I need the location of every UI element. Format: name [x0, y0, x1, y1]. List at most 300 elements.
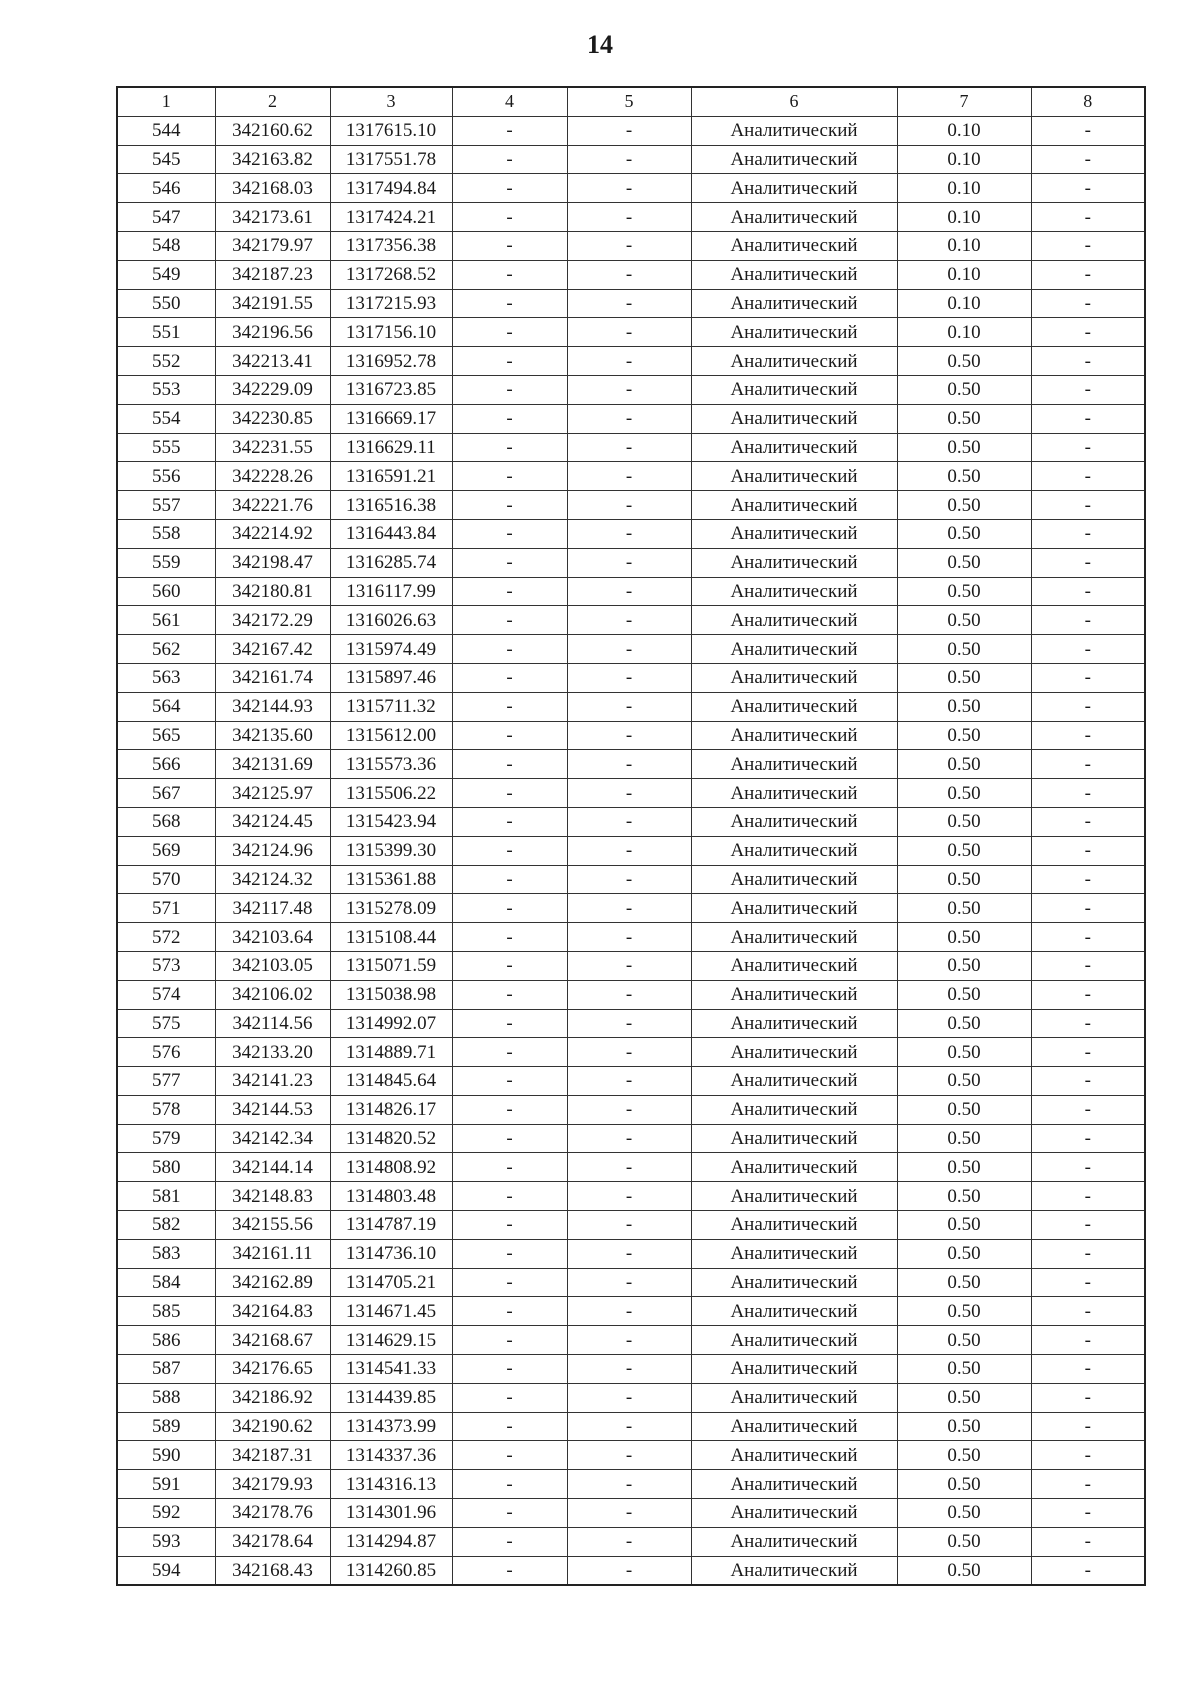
column-header-3: 3 [330, 87, 452, 116]
cell-col-8: - [1031, 606, 1145, 635]
cell-coord-y: 1314803.48 [330, 1182, 452, 1211]
cell-point-number: 584 [117, 1268, 215, 1297]
cell-point-number: 548 [117, 231, 215, 260]
column-header-6: 6 [691, 87, 897, 116]
cell-coord-x: 342198.47 [215, 548, 330, 577]
cell-coord-y: 1317215.93 [330, 289, 452, 318]
cell-point-number: 593 [117, 1527, 215, 1556]
cell-coord-y: 1315612.00 [330, 721, 452, 750]
cell-col-5: - [567, 1527, 691, 1556]
cell-point-number: 556 [117, 462, 215, 491]
cell-accuracy: 0.50 [897, 1268, 1031, 1297]
cell-accuracy: 0.50 [897, 1470, 1031, 1499]
cell-col-8: - [1031, 865, 1145, 894]
cell-method: Аналитический [691, 519, 897, 548]
cell-col-8: - [1031, 951, 1145, 980]
cell-coord-x: 342178.76 [215, 1499, 330, 1528]
cell-coord-x: 342160.62 [215, 116, 330, 145]
table-row [117, 1383, 1145, 1412]
cell-col-4: - [452, 1239, 567, 1268]
cell-accuracy: 0.50 [897, 1239, 1031, 1268]
table-row [117, 433, 1145, 462]
cell-method: Аналитический [691, 347, 897, 376]
cell-coord-y: 1315573.36 [330, 750, 452, 779]
cell-accuracy: 0.50 [897, 1326, 1031, 1355]
table-row [117, 491, 1145, 520]
table-row [117, 203, 1145, 232]
cell-coord-x: 342172.29 [215, 606, 330, 635]
cell-accuracy: 0.50 [897, 750, 1031, 779]
table-body [117, 116, 1145, 1585]
cell-col-5: - [567, 1326, 691, 1355]
cell-coord-y: 1315399.30 [330, 836, 452, 865]
cell-point-number: 545 [117, 145, 215, 174]
cell-point-number: 564 [117, 692, 215, 721]
table-row [117, 145, 1145, 174]
cell-coord-x: 342168.03 [215, 174, 330, 203]
table-row [117, 289, 1145, 318]
cell-coord-x: 342144.53 [215, 1095, 330, 1124]
cell-method: Аналитический [691, 174, 897, 203]
cell-col-4: - [452, 692, 567, 721]
cell-col-8: - [1031, 1441, 1145, 1470]
cell-col-4: - [452, 894, 567, 923]
cell-coord-x: 342214.92 [215, 519, 330, 548]
cell-coord-x: 342124.96 [215, 836, 330, 865]
cell-coord-x: 342103.64 [215, 923, 330, 952]
cell-col-4: - [452, 1470, 567, 1499]
cell-coord-y: 1316026.63 [330, 606, 452, 635]
cell-accuracy: 0.50 [897, 779, 1031, 808]
cell-accuracy: 0.50 [897, 1297, 1031, 1326]
cell-point-number: 572 [117, 923, 215, 952]
cell-method: Аналитический [691, 1412, 897, 1441]
cell-col-5: - [567, 404, 691, 433]
cell-col-5: - [567, 548, 691, 577]
cell-col-5: - [567, 1355, 691, 1384]
cell-accuracy: 0.50 [897, 1124, 1031, 1153]
cell-col-4: - [452, 491, 567, 520]
table-row [117, 347, 1145, 376]
cell-col-8: - [1031, 462, 1145, 491]
cell-col-5: - [567, 1268, 691, 1297]
cell-col-4: - [452, 1355, 567, 1384]
table-header [117, 87, 1145, 116]
cell-col-4: - [452, 116, 567, 145]
cell-method: Аналитический [691, 318, 897, 347]
cell-coord-x: 342213.41 [215, 347, 330, 376]
cell-coord-x: 342187.31 [215, 1441, 330, 1470]
table-row [117, 1038, 1145, 1067]
cell-accuracy: 0.50 [897, 404, 1031, 433]
cell-col-8: - [1031, 289, 1145, 318]
cell-coord-y: 1314439.85 [330, 1383, 452, 1412]
cell-accuracy: 0.50 [897, 1527, 1031, 1556]
cell-col-8: - [1031, 548, 1145, 577]
cell-coord-x: 342133.20 [215, 1038, 330, 1067]
cell-point-number: 590 [117, 1441, 215, 1470]
column-header-1: 1 [117, 87, 215, 116]
cell-col-4: - [452, 1297, 567, 1326]
cell-col-5: - [567, 231, 691, 260]
cell-col-8: - [1031, 491, 1145, 520]
cell-coord-x: 342161.11 [215, 1239, 330, 1268]
cell-col-8: - [1031, 1527, 1145, 1556]
cell-accuracy: 0.50 [897, 1038, 1031, 1067]
cell-method: Аналитический [691, 1211, 897, 1240]
cell-col-4: - [452, 1268, 567, 1297]
cell-method: Аналитический [691, 606, 897, 635]
cell-coord-y: 1316443.84 [330, 519, 452, 548]
cell-col-4: - [452, 519, 567, 548]
cell-coord-x: 342190.62 [215, 1412, 330, 1441]
table-row [117, 404, 1145, 433]
cell-col-4: - [452, 721, 567, 750]
cell-coord-y: 1314671.45 [330, 1297, 452, 1326]
cell-accuracy: 0.50 [897, 1383, 1031, 1412]
cell-coord-y: 1314820.52 [330, 1124, 452, 1153]
cell-accuracy: 0.50 [897, 692, 1031, 721]
cell-accuracy: 0.10 [897, 260, 1031, 289]
cell-col-4: - [452, 174, 567, 203]
cell-method: Аналитический [691, 1182, 897, 1211]
cell-accuracy: 0.50 [897, 347, 1031, 376]
cell-col-8: - [1031, 1326, 1145, 1355]
table-row [117, 692, 1145, 721]
cell-col-5: - [567, 1297, 691, 1326]
cell-col-8: - [1031, 635, 1145, 664]
cell-accuracy: 0.50 [897, 980, 1031, 1009]
cell-col-8: - [1031, 894, 1145, 923]
cell-accuracy: 0.50 [897, 548, 1031, 577]
cell-coord-x: 342186.92 [215, 1383, 330, 1412]
cell-point-number: 580 [117, 1153, 215, 1182]
cell-point-number: 588 [117, 1383, 215, 1412]
cell-coord-x: 342144.93 [215, 692, 330, 721]
cell-col-5: - [567, 491, 691, 520]
cell-method: Аналитический [691, 548, 897, 577]
cell-col-4: - [452, 865, 567, 894]
cell-method: Аналитический [691, 980, 897, 1009]
cell-col-5: - [567, 1412, 691, 1441]
cell-col-5: - [567, 260, 691, 289]
cell-point-number: 573 [117, 951, 215, 980]
cell-coord-y: 1314541.33 [330, 1355, 452, 1384]
cell-method: Аналитический [691, 1239, 897, 1268]
table-row [117, 577, 1145, 606]
cell-col-5: - [567, 174, 691, 203]
cell-col-4: - [452, 1153, 567, 1182]
cell-method: Аналитический [691, 462, 897, 491]
cell-coord-x: 342179.97 [215, 231, 330, 260]
cell-col-4: - [452, 145, 567, 174]
cell-col-4: - [452, 260, 567, 289]
cell-method: Аналитический [691, 231, 897, 260]
cell-col-4: - [452, 1441, 567, 1470]
cell-method: Аналитический [691, 1009, 897, 1038]
column-header-5: 5 [567, 87, 691, 116]
table-row [117, 865, 1145, 894]
cell-point-number: 574 [117, 980, 215, 1009]
cell-coord-x: 342125.97 [215, 779, 330, 808]
cell-col-8: - [1031, 1153, 1145, 1182]
cell-col-8: - [1031, 519, 1145, 548]
cell-point-number: 586 [117, 1326, 215, 1355]
cell-col-8: - [1031, 174, 1145, 203]
cell-coord-y: 1314705.21 [330, 1268, 452, 1297]
cell-point-number: 558 [117, 519, 215, 548]
cell-coord-x: 342221.76 [215, 491, 330, 520]
cell-col-8: - [1031, 923, 1145, 952]
cell-accuracy: 0.50 [897, 1095, 1031, 1124]
cell-coord-y: 1314316.13 [330, 1470, 452, 1499]
cell-coord-y: 1314826.17 [330, 1095, 452, 1124]
cell-coord-y: 1317494.84 [330, 174, 452, 203]
cell-coord-x: 342191.55 [215, 289, 330, 318]
table-row [117, 375, 1145, 404]
cell-accuracy: 0.50 [897, 1067, 1031, 1096]
cell-point-number: 565 [117, 721, 215, 750]
table-row [117, 894, 1145, 923]
cell-point-number: 553 [117, 375, 215, 404]
table-row [117, 548, 1145, 577]
cell-method: Аналитический [691, 1355, 897, 1384]
cell-col-5: - [567, 203, 691, 232]
table-row [117, 318, 1145, 347]
cell-point-number: 576 [117, 1038, 215, 1067]
cell-coord-y: 1314373.99 [330, 1412, 452, 1441]
cell-accuracy: 0.50 [897, 836, 1031, 865]
table-row [117, 750, 1145, 779]
cell-method: Аналитический [691, 807, 897, 836]
table-row [117, 260, 1145, 289]
cell-point-number: 559 [117, 548, 215, 577]
cell-point-number: 579 [117, 1124, 215, 1153]
cell-coord-y: 1317615.10 [330, 116, 452, 145]
cell-col-8: - [1031, 1009, 1145, 1038]
cell-accuracy: 0.50 [897, 721, 1031, 750]
cell-point-number: 585 [117, 1297, 215, 1326]
cell-col-5: - [567, 635, 691, 664]
coordinates-table [116, 86, 1146, 1586]
cell-method: Аналитический [691, 865, 897, 894]
cell-method: Аналитический [691, 404, 897, 433]
cell-point-number: 581 [117, 1182, 215, 1211]
cell-col-4: - [452, 1067, 567, 1096]
table-row [117, 836, 1145, 865]
cell-accuracy: 0.50 [897, 577, 1031, 606]
cell-method: Аналитический [691, 721, 897, 750]
table-row [117, 1556, 1145, 1585]
cell-col-8: - [1031, 1499, 1145, 1528]
table-row [117, 1153, 1145, 1182]
cell-col-5: - [567, 1383, 691, 1412]
cell-col-4: - [452, 1556, 567, 1585]
cell-accuracy: 0.50 [897, 491, 1031, 520]
cell-col-5: - [567, 980, 691, 1009]
cell-col-4: - [452, 951, 567, 980]
cell-coord-y: 1317356.38 [330, 231, 452, 260]
cell-col-4: - [452, 836, 567, 865]
cell-col-4: - [452, 779, 567, 808]
cell-col-4: - [452, 750, 567, 779]
cell-point-number: 575 [117, 1009, 215, 1038]
cell-col-5: - [567, 433, 691, 462]
table-row [117, 1239, 1145, 1268]
cell-method: Аналитический [691, 836, 897, 865]
table-row [117, 1297, 1145, 1326]
cell-coord-x: 342163.82 [215, 145, 330, 174]
cell-point-number: 562 [117, 635, 215, 664]
cell-coord-y: 1315038.98 [330, 980, 452, 1009]
cell-method: Аналитический [691, 433, 897, 462]
cell-col-5: - [567, 1239, 691, 1268]
table-row [117, 1211, 1145, 1240]
cell-accuracy: 0.50 [897, 1499, 1031, 1528]
table-row [117, 635, 1145, 664]
cell-col-8: - [1031, 1355, 1145, 1384]
cell-col-5: - [567, 1009, 691, 1038]
table-row [117, 951, 1145, 980]
table-row [117, 980, 1145, 1009]
cell-col-8: - [1031, 1067, 1145, 1096]
cell-coord-x: 342164.83 [215, 1297, 330, 1326]
cell-point-number: 551 [117, 318, 215, 347]
cell-point-number: 550 [117, 289, 215, 318]
cell-col-8: - [1031, 1556, 1145, 1585]
cell-col-5: - [567, 721, 691, 750]
cell-col-4: - [452, 462, 567, 491]
table-row [117, 1268, 1145, 1297]
cell-col-4: - [452, 375, 567, 404]
table-row [117, 1470, 1145, 1499]
cell-col-4: - [452, 807, 567, 836]
cell-method: Аналитический [691, 1556, 897, 1585]
cell-method: Аналитический [691, 635, 897, 664]
cell-col-8: - [1031, 980, 1145, 1009]
cell-col-5: - [567, 462, 691, 491]
table-row [117, 923, 1145, 952]
cell-col-4: - [452, 1095, 567, 1124]
cell-coord-y: 1315423.94 [330, 807, 452, 836]
cell-point-number: 549 [117, 260, 215, 289]
table-row [117, 1067, 1145, 1096]
cell-method: Аналитический [691, 692, 897, 721]
cell-coord-y: 1314787.19 [330, 1211, 452, 1240]
cell-coord-x: 342178.64 [215, 1527, 330, 1556]
cell-accuracy: 0.10 [897, 231, 1031, 260]
cell-coord-y: 1314889.71 [330, 1038, 452, 1067]
cell-col-8: - [1031, 375, 1145, 404]
cell-col-5: - [567, 865, 691, 894]
cell-coord-x: 342196.56 [215, 318, 330, 347]
cell-coord-x: 342168.67 [215, 1326, 330, 1355]
cell-coord-y: 1316952.78 [330, 347, 452, 376]
cell-point-number: 589 [117, 1412, 215, 1441]
table-row [117, 116, 1145, 145]
cell-accuracy: 0.10 [897, 116, 1031, 145]
table-row [117, 1412, 1145, 1441]
cell-col-4: - [452, 606, 567, 635]
table-row [117, 1124, 1145, 1153]
cell-point-number: 566 [117, 750, 215, 779]
cell-coord-y: 1314992.07 [330, 1009, 452, 1038]
cell-col-4: - [452, 548, 567, 577]
cell-col-8: - [1031, 807, 1145, 836]
cell-point-number: 591 [117, 1470, 215, 1499]
cell-col-5: - [567, 145, 691, 174]
column-header-8: 8 [1031, 87, 1145, 116]
cell-accuracy: 0.50 [897, 433, 1031, 462]
cell-coord-y: 1315974.49 [330, 635, 452, 664]
column-header-2: 2 [215, 87, 330, 116]
cell-coord-y: 1316629.11 [330, 433, 452, 462]
cell-col-4: - [452, 635, 567, 664]
cell-coord-y: 1315897.46 [330, 663, 452, 692]
table-row [117, 1355, 1145, 1384]
cell-accuracy: 0.50 [897, 1153, 1031, 1182]
cell-point-number: 578 [117, 1095, 215, 1124]
column-header-4: 4 [452, 87, 567, 116]
cell-col-5: - [567, 692, 691, 721]
cell-col-4: - [452, 1383, 567, 1412]
cell-coord-x: 342131.69 [215, 750, 330, 779]
cell-point-number: 570 [117, 865, 215, 894]
cell-method: Аналитический [691, 1499, 897, 1528]
cell-method: Аналитический [691, 116, 897, 145]
cell-point-number: 544 [117, 116, 215, 145]
cell-col-4: - [452, 433, 567, 462]
cell-method: Аналитический [691, 779, 897, 808]
cell-coord-y: 1317268.52 [330, 260, 452, 289]
table-row [117, 807, 1145, 836]
cell-col-5: - [567, 1499, 691, 1528]
cell-col-4: - [452, 1211, 567, 1240]
cell-col-4: - [452, 1038, 567, 1067]
cell-point-number: 563 [117, 663, 215, 692]
cell-col-4: - [452, 404, 567, 433]
table-row [117, 1527, 1145, 1556]
cell-coord-x: 342155.56 [215, 1211, 330, 1240]
cell-coord-y: 1315506.22 [330, 779, 452, 808]
cell-coord-y: 1316117.99 [330, 577, 452, 606]
header-row [117, 87, 1145, 116]
cell-coord-x: 342228.26 [215, 462, 330, 491]
cell-accuracy: 0.10 [897, 203, 1031, 232]
cell-coord-y: 1314294.87 [330, 1527, 452, 1556]
cell-col-8: - [1031, 577, 1145, 606]
cell-method: Аналитический [691, 491, 897, 520]
cell-col-5: - [567, 519, 691, 548]
cell-col-5: - [567, 1038, 691, 1067]
cell-col-8: - [1031, 231, 1145, 260]
cell-col-8: - [1031, 1038, 1145, 1067]
cell-coord-x: 342168.43 [215, 1556, 330, 1585]
cell-point-number: 568 [117, 807, 215, 836]
cell-coord-x: 342173.61 [215, 203, 330, 232]
cell-point-number: 561 [117, 606, 215, 635]
table-row [117, 462, 1145, 491]
cell-col-8: - [1031, 1383, 1145, 1412]
cell-col-5: - [567, 1153, 691, 1182]
cell-col-4: - [452, 663, 567, 692]
table-row [117, 1009, 1145, 1038]
cell-col-8: - [1031, 779, 1145, 808]
cell-col-5: - [567, 318, 691, 347]
cell-method: Аналитический [691, 203, 897, 232]
cell-point-number: 582 [117, 1211, 215, 1240]
cell-coord-x: 342142.34 [215, 1124, 330, 1153]
